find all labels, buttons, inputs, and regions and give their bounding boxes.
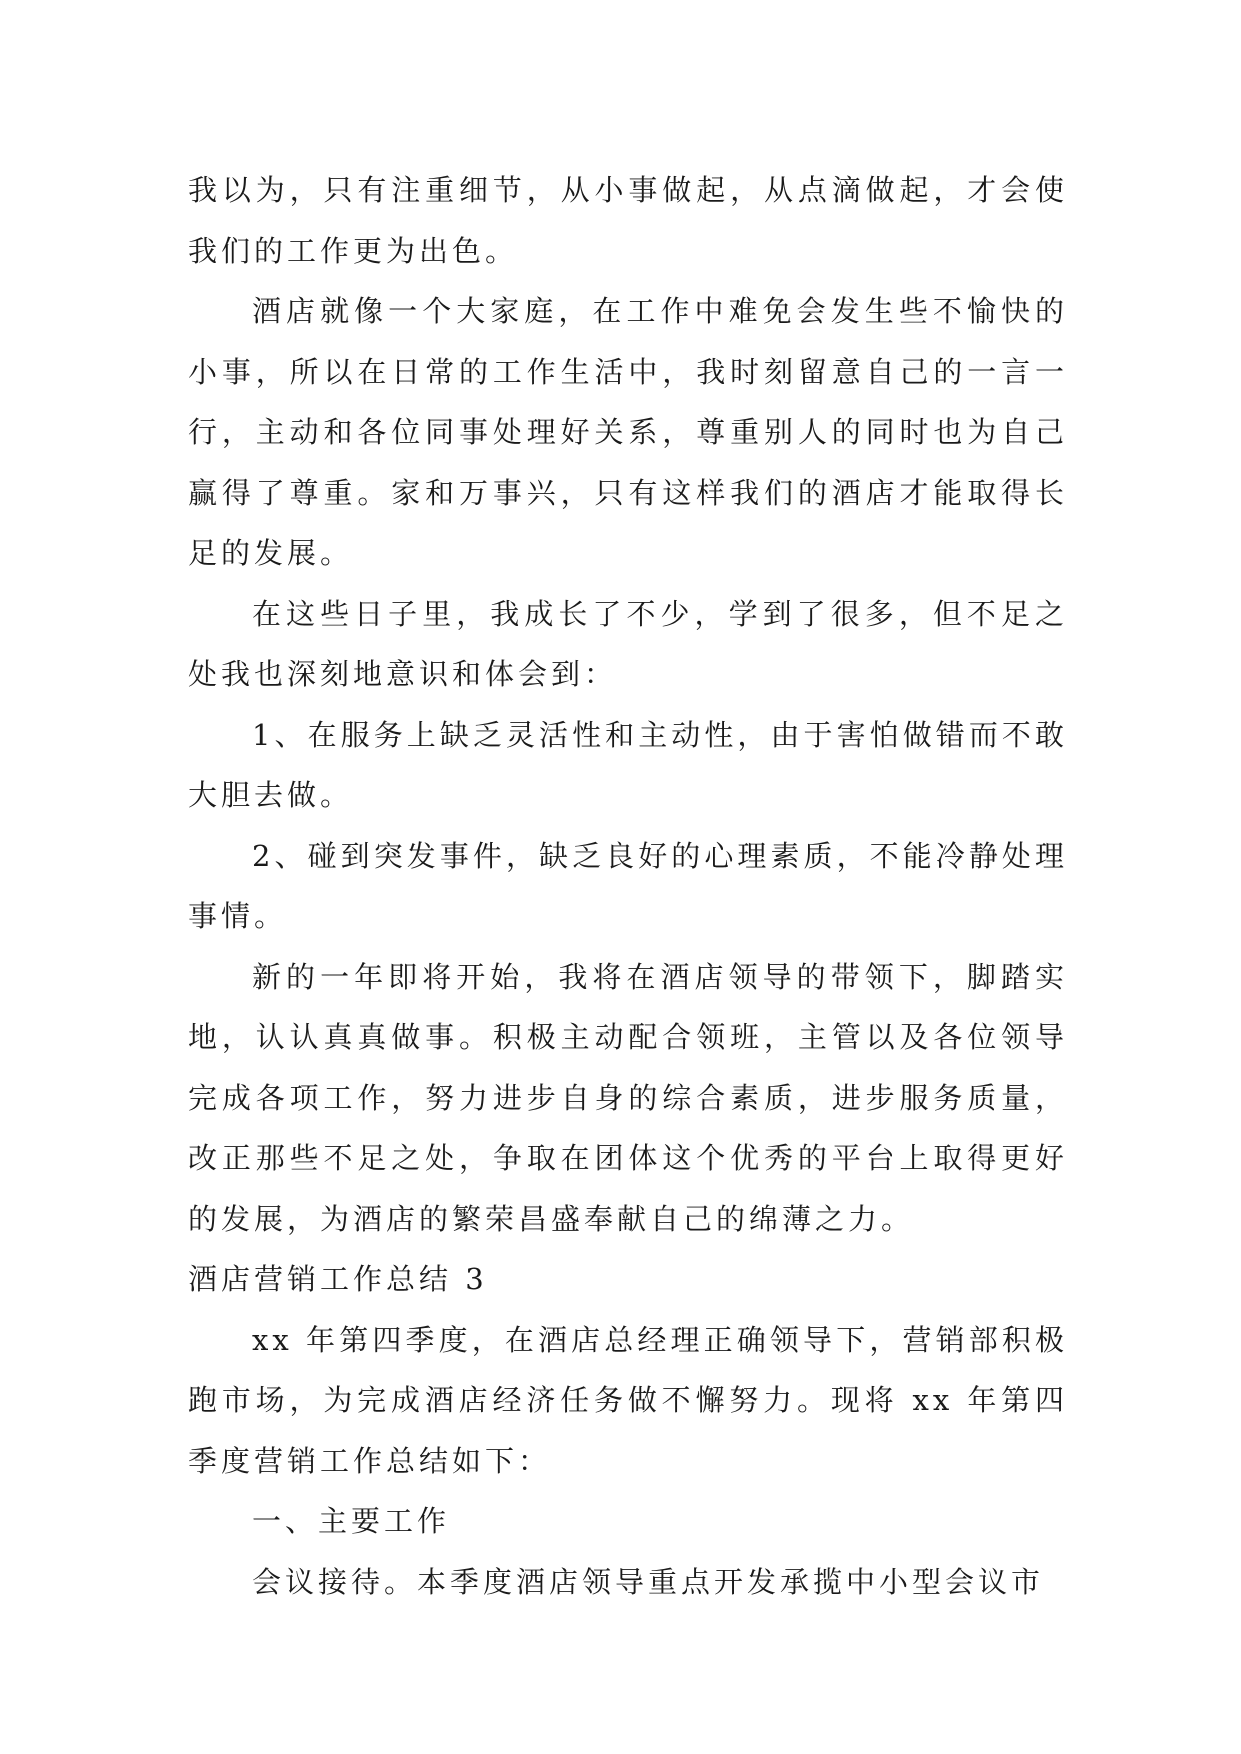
paragraph-2: 酒店就像一个大家庭，在工作中难免会发生些不愉快的小事，所以在日常的工作生活中，我时刻留意自己的一言一行，主动和各位同事处理好关系，尊重别人的同时也为自己赢得了尊重。家和万事兴，只有这样我们的酒店才能取得长足的发展。 bbox=[188, 294, 1068, 570]
section-paragraph-3: 会议接待。本季度酒店领导重点开发承揽中小型会议市 bbox=[252, 1564, 1045, 1599]
document-body bbox=[188, 160, 1068, 1612]
section-paragraph-1: xx 年第四季度，在酒店总经理正确领导下，营销部积极跑市场，为完成酒店经济任务做不懈努力。现将 xx 年第四季度营销工作总结如下： bbox=[188, 1322, 1068, 1478]
paragraph-1: 我以为，只有注重细节，从小事做起，从点滴做起，才会使我们的工作更为出色。 bbox=[188, 173, 1068, 268]
paragraph-4: 1、在服务上缺乏灵活性和主动性，由于害怕做错而不敢大胆去做。 bbox=[188, 717, 1068, 812]
paragraph-6: 新的一年即将开始，我将在酒店领导的带领下，脚踏实地，认认真真做事。积极主动配合领班，主管以及各位领导完成各项工作，努力进步自身的综合素质，进步服务质量，改正那些不足之处，争取在团体这个优秀的平台上取得更好的发展，为酒店的繁荣昌盛奉献自己的绵薄之力。 bbox=[188, 959, 1068, 1236]
paragraph-3: 在这些日子里，我成长了不少，学到了很多，但不足之处我也深刻地意识和体会到： bbox=[188, 596, 1068, 691]
section-paragraph-2: 一、主要工作 bbox=[252, 1504, 451, 1538]
section-title: 酒店营销工作总结 3 bbox=[188, 1262, 488, 1296]
paragraph-5: 2、碰到突发事件，缺乏良好的心理素质，不能冷静处理事情。 bbox=[188, 838, 1068, 933]
